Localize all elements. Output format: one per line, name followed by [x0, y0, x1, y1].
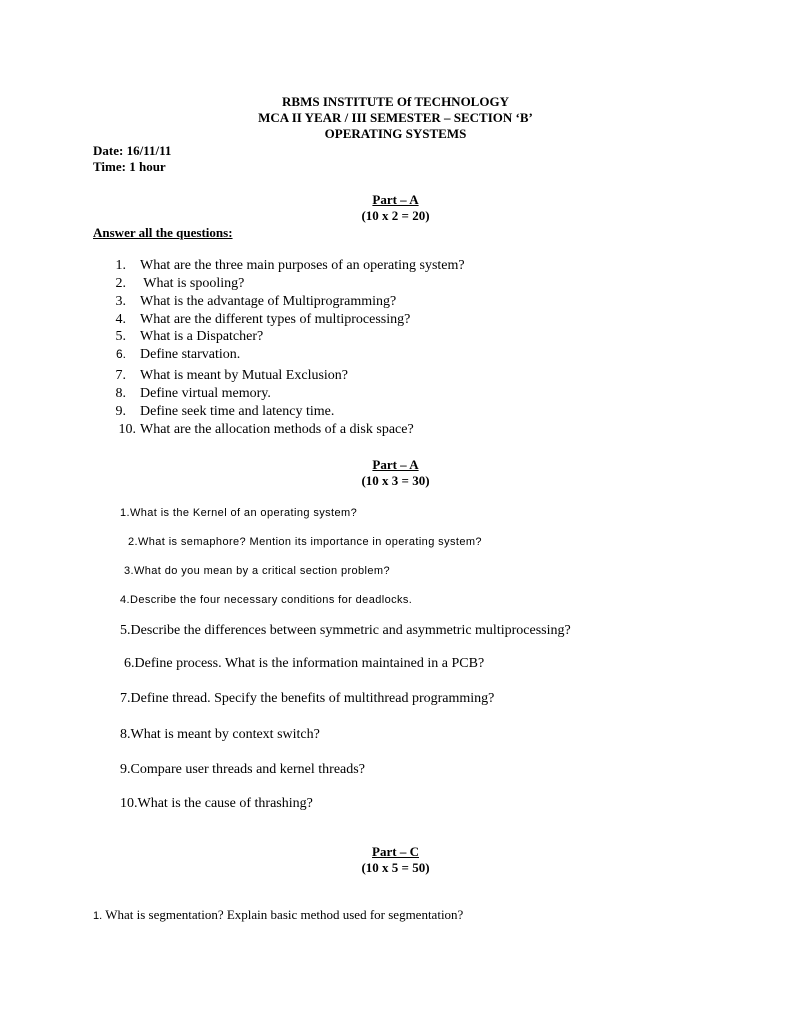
- part-b-title: Part – A: [372, 457, 419, 472]
- question-text: What are the different types of multiprocessing?: [140, 312, 411, 327]
- question-text: Define seek time and latency time.: [140, 404, 335, 419]
- question-text: What are the allocation methods of a disk space?: [140, 422, 414, 437]
- instruction: Answer all the questions:: [93, 225, 233, 240]
- question-number: 3.: [115, 294, 126, 309]
- list-item: 2.What is semaphore? Mention its importance in operating system?: [128, 536, 482, 548]
- list-item: [0, 387, 791, 403]
- list-item: 7.Define thread. Specify the benefits of multithread programming?: [120, 691, 495, 706]
- part-a-marks: (10 x 2 = 20): [361, 208, 430, 223]
- question-number: 2.: [115, 276, 126, 291]
- list-item: 5.Describe the differences between symmetric and asymmetric multiprocessing?: [120, 623, 571, 638]
- list-item: 1.What is the Kernel of an operating system?: [120, 507, 358, 519]
- question-number: 5.: [115, 329, 126, 344]
- list-item: [0, 295, 791, 311]
- list-item: [0, 277, 791, 293]
- list-item: 9.Compare user threads and kernel threads?: [120, 762, 365, 777]
- subject-title: OPERATING SYSTEMS: [324, 126, 467, 141]
- question-number: 10.: [118, 422, 136, 437]
- question-number: 7.: [115, 368, 126, 383]
- institute-name: RBMS INSTITUTE Of TECHNOLOGY: [282, 94, 509, 109]
- list-item: [0, 313, 791, 329]
- list-item: 10.What is the cause of thrashing?: [120, 796, 313, 811]
- list-item: [0, 348, 791, 364]
- list-item: [0, 369, 791, 385]
- question-number: 4.: [115, 312, 126, 327]
- exam-date: Date: 16/11/11: [93, 143, 172, 158]
- question-number: 8.: [115, 386, 126, 401]
- list-item: 3.What do you mean by a critical section problem?: [124, 565, 390, 577]
- question-text: What are the three main purposes of an operating system?: [140, 258, 465, 273]
- list-item: 8.What is meant by context switch?: [120, 727, 320, 742]
- list-item: [93, 907, 463, 923]
- list-item: 4.Describe the four necessary conditions for deadlocks.: [120, 594, 413, 606]
- question-number: 6.: [115, 347, 126, 361]
- part-b-marks: (10 x 3 = 30): [361, 473, 430, 488]
- question-text: Define virtual memory.: [140, 386, 271, 401]
- question-text: Define starvation.: [140, 347, 241, 362]
- list-item: 6.Define process. What is the information maintained in a PCB?: [124, 656, 485, 671]
- question-text: What is the advantage of Multiprogramming?: [140, 294, 397, 309]
- part-c-title: Part – C: [372, 844, 419, 859]
- question-text: What is segmentation? Explain basic method used for segmentation?: [102, 907, 464, 922]
- list-item: [0, 405, 791, 421]
- question-text: What is a Dispatcher?: [140, 329, 264, 344]
- list-item: [0, 330, 791, 346]
- exam-time: Time: 1 hour: [93, 159, 166, 174]
- question-text: What is spooling?: [140, 276, 245, 291]
- question-number: 9.: [115, 404, 126, 419]
- course-line: MCA II YEAR / III SEMESTER – SECTION ‘B’: [258, 110, 533, 125]
- list-item: [0, 259, 791, 275]
- question-number: 1.: [93, 910, 103, 922]
- question-text: What is meant by Mutual Exclusion?: [140, 368, 349, 383]
- question-number: 1.: [115, 258, 126, 273]
- part-a-title: Part – A: [372, 192, 419, 207]
- list-item: [0, 423, 791, 439]
- part-c-marks: (10 x 5 = 50): [361, 860, 430, 875]
